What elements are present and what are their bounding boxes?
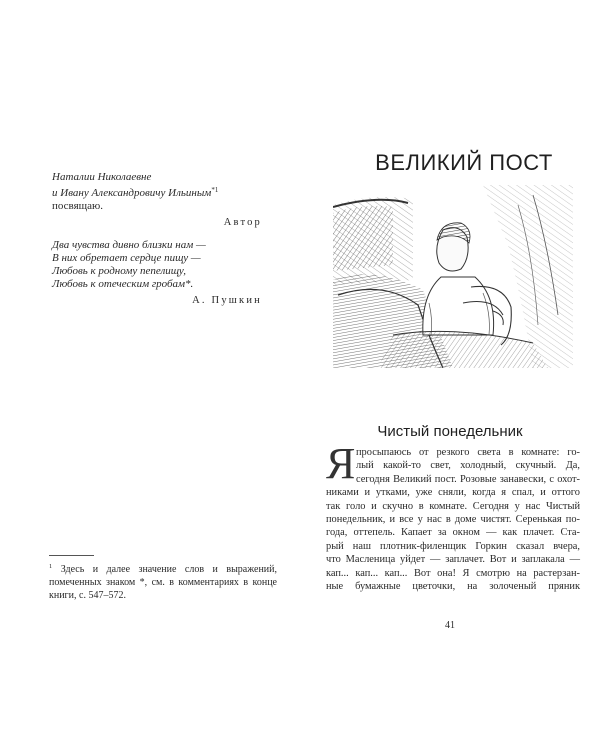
body-text [326,439,580,593]
epigraph [52,239,262,291]
body-line: рый наш плотник-филенщик Горкин сказал вчера, [326,540,580,552]
right-page [300,0,600,750]
page-number: 41 [445,620,455,631]
epigraph-attribution: А. Пушкин [192,295,262,306]
epigraph-line: Любовь к родному пепелищу, [52,265,187,277]
body-line: года, оттепель. Капает за окном — как плачет. Ста- [326,527,580,539]
dedication-line-1: Наталии Николаевне [52,171,152,183]
body-line: понедельник, и все у нас в доме чистят. Серенькая по- [326,513,580,525]
body-line: сегодня Великий пост. Розовые занавески, с охот- [356,473,580,485]
epigraph-line: В них обретает сердце пищу — [52,252,201,264]
body-line: кап... кап... кап... Вот она! Я смотрю на растерзан- [326,567,580,579]
footnote-marker: 1 [49,563,53,570]
epigraph-line: Любовь к отеческим гробам*. [52,278,194,290]
dedication-line-2-text: и Ивану Александровичу Ильиным [52,187,212,199]
body-line: никами и утками, уже сняли, когда я спал, и оттого [326,487,580,499]
dedication-block [52,171,262,307]
footnote-divider [49,555,94,556]
footnote-reference: *1 [211,186,219,194]
body-line: лый какой-то свет, холодный, скучный. Да, [356,460,580,472]
body-line: просыпаюсь от резкого света в комнате: го- [356,447,580,458]
footnote-text: Здесь и далее значение слов и выражений, помеченных знаком *, см. в комментариях в конце книги, с. 547–572. [49,564,277,601]
author-signature: Автор [223,217,262,228]
boy-on-bed-illustration [333,185,573,368]
body-line: так голо и скучно в комнате. Сегодня у нас Чистый [326,500,580,512]
body-line: что Масленица уйдет — заплачет. Вот и заплакала — [326,554,580,566]
body-line: ные бумажные цветочки, на золоченый пряник [326,580,580,592]
dedication-line-3: посвящаю. [52,200,103,212]
epigraph-line: Два чувства дивно близки нам — [52,239,206,251]
section-title: Чистый понедельник [377,423,523,440]
chapter-title: ВЕЛИКИЙ ПОСТ [375,150,553,175]
dedication-line-2 [52,184,262,200]
footnote [49,560,277,602]
drop-cap: Я [326,439,356,488]
